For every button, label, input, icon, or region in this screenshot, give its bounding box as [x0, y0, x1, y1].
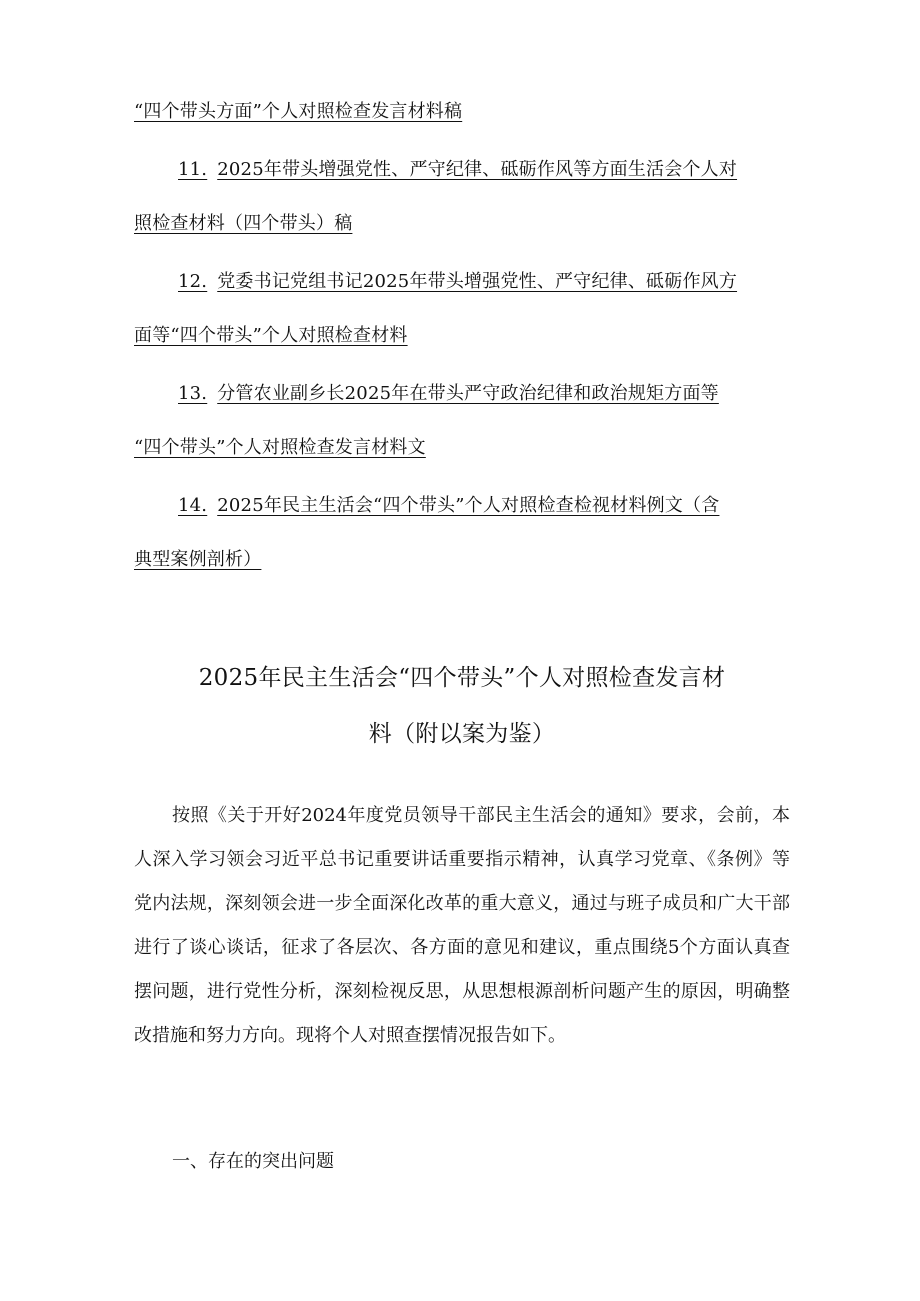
toc-link-13-line2[interactable]: “四个带头”个人对照检查发言材料文	[134, 437, 426, 458]
toc-item-14[interactable]	[134, 491, 790, 575]
toc-number: 14.	[178, 495, 208, 516]
intro-paragraph: 按照《关于开好2024年度党员领导干部民主生活会的通知》要求，会前，本人深入学习领会习近平总书记重要讲话重要指示精神，认真学习党章、《条例》等党内法规，深刻领会进一步全面深化改革的重大意义，通过与班子成员和广大干部进行了谈心谈话，征求了各层次、各方面的意见和建议，重点围绕5个方面认真查摆问题，进行党性分析，深刻检视反思，从思想根源剖析问题产生的原因，明确整改措施和努力方向。现将个人对照查摆情况报告如下。	[134, 805, 790, 1046]
toc-text: 2025年民主生活会“四个带头”个人对照检查检视材料例文（含	[217, 495, 720, 516]
toc-text: 分管农业副乡长2025年在带头严守政治纪律和政治规矩方面等	[217, 383, 719, 404]
toc-item-13[interactable]	[134, 379, 790, 463]
section-heading: 一、存在的突出问题	[172, 1151, 334, 1172]
toc-link-12-line1[interactable]	[134, 267, 790, 297]
toc-link-12-line2[interactable]: 面等“四个带头”个人对照检查材料	[134, 325, 408, 346]
toc-item-11[interactable]	[134, 155, 790, 239]
document-title-line1: 2025年民主生活会“四个带头”个人对照检查发言材	[198, 665, 726, 691]
toc-link-14-line1[interactable]	[134, 491, 790, 521]
toc-link-11-line1[interactable]	[134, 155, 790, 185]
toc-link-13-line1[interactable]	[134, 379, 790, 409]
toc-item-12[interactable]	[134, 267, 790, 351]
toc-text: 2025年带头增强党性、严守纪律、砥砺作风等方面生活会个人对	[217, 159, 738, 180]
toc-number: 13.	[178, 383, 208, 404]
toc-link-10-continuation[interactable]: “四个带头方面”个人对照检查发言材料稿	[134, 101, 463, 122]
toc-link-14-line2[interactable]: 典型案例剖析）	[134, 549, 262, 570]
toc-link-11-line2[interactable]: 照检查材料（四个带头）稿	[134, 213, 353, 234]
toc-text: 党委书记党组书记2025年带头增强党性、严守纪律、砥砺作风方	[217, 271, 738, 292]
document-title	[134, 650, 790, 762]
table-of-contents	[134, 97, 790, 575]
toc-number: 11.	[178, 159, 208, 180]
toc-number: 12.	[178, 271, 208, 292]
document-title-line2: 料（附以案为鉴）	[368, 721, 556, 747]
